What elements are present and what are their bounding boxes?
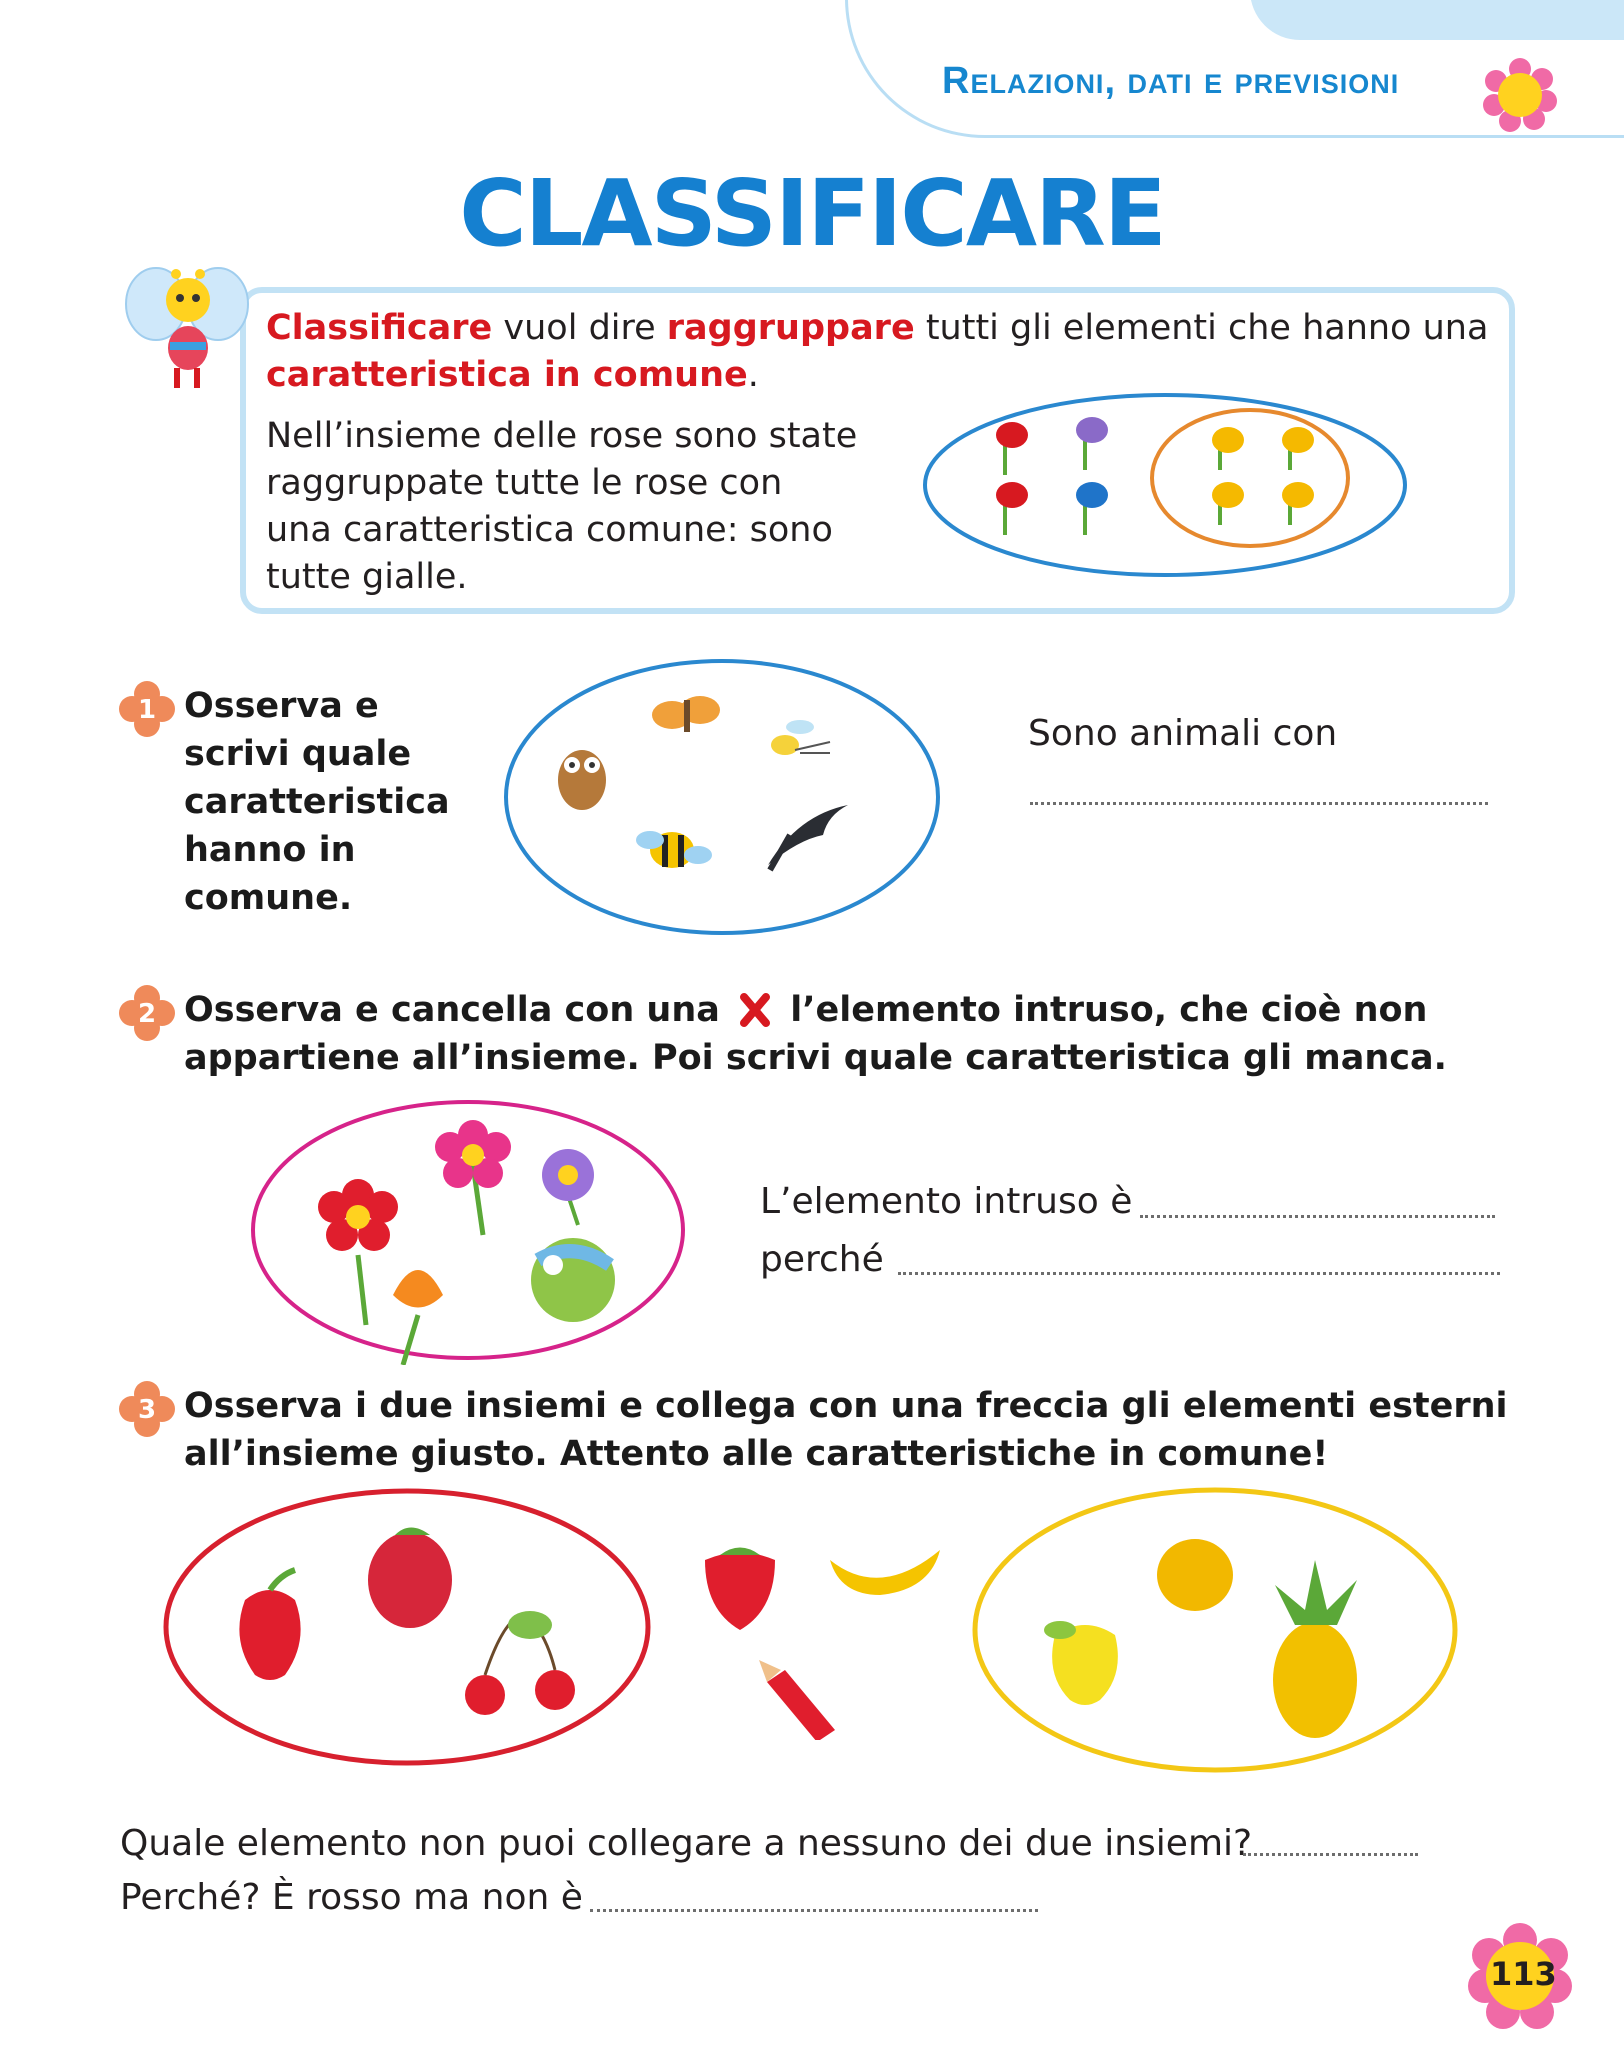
exercise-3-question-1: Quale elemento non puoi collegare a nessuno dei due insiemi? bbox=[120, 1823, 1253, 1864]
flower-set-illustration bbox=[248, 1095, 690, 1365]
term-raggruppare: raggruppare bbox=[666, 308, 915, 348]
raspberry-icon bbox=[368, 1528, 452, 1629]
yellow-rose-icon bbox=[1282, 482, 1314, 525]
red-apple-icon bbox=[239, 1570, 300, 1680]
page-title: CLASSIFICARE bbox=[459, 160, 1165, 267]
exercise-1-badge bbox=[118, 680, 176, 738]
exercise-1-instruction: caratteristica bbox=[184, 782, 450, 822]
exercise-3-badge bbox=[118, 1380, 176, 1438]
example-line: una caratteristica comune: sono bbox=[266, 510, 833, 550]
exercise-3-instruction-line-1: Osserva i due insiemi e collega con una freccia gli elementi esterni bbox=[184, 1386, 1508, 1426]
strawberry-icon bbox=[705, 1548, 775, 1631]
beach-ball-icon bbox=[531, 1238, 615, 1322]
exercise-1-answer-prompt: Sono animali con bbox=[1028, 713, 1338, 754]
bee-icon bbox=[636, 831, 712, 868]
definition-line-2 bbox=[266, 352, 759, 398]
red-flower-icon bbox=[318, 1179, 398, 1325]
purple-aster-icon bbox=[542, 1149, 594, 1225]
exercise-2-answer-1: L’elemento intruso è bbox=[760, 1181, 1133, 1222]
red-fruit-set-illustration bbox=[160, 1485, 655, 1770]
exercise-1-number: 1 bbox=[137, 695, 157, 725]
exercise-2-badge bbox=[118, 984, 176, 1042]
example-line: tutte gialle. bbox=[266, 557, 468, 597]
rose-set-illustration bbox=[920, 390, 1410, 580]
term-caratteristica: caratteristica in comune bbox=[266, 355, 748, 395]
exercise-2-instruction-line-1 bbox=[184, 986, 1427, 1034]
section-title: Relazioni, dati e previsioni bbox=[942, 60, 1400, 102]
red-rose-icon bbox=[996, 482, 1028, 535]
exercise-2-answer-line-1[interactable] bbox=[1140, 1215, 1495, 1218]
pink-flower-icon bbox=[435, 1120, 511, 1235]
blue-rose-icon bbox=[1076, 482, 1108, 535]
red-x-icon bbox=[738, 991, 772, 1029]
definition-text: tutti gli elementi che hanno una bbox=[914, 308, 1489, 348]
red-pencil-icon bbox=[759, 1660, 835, 1740]
exercise-3-answer-line-1[interactable] bbox=[1243, 1853, 1418, 1856]
bee-mascot-icon bbox=[118, 262, 258, 397]
outside-elements-illustration bbox=[690, 1530, 960, 1740]
exercise-1-instruction: Osserva e bbox=[184, 686, 379, 726]
term-classificare: Classificare bbox=[266, 308, 493, 348]
exercise-3-answer-line-2[interactable] bbox=[590, 1909, 1038, 1912]
exercise-2-text: l’elemento intruso, che cioè non bbox=[790, 990, 1428, 1030]
exercise-2-instruction-line-2: appartiene all’insieme. Poi scrivi quale caratteristica gli manca. bbox=[184, 1038, 1447, 1078]
page-number: 113 bbox=[1490, 1955, 1557, 1993]
exercise-3-instruction-line-2: all’insieme giusto. Attento alle caratteristiche in comune! bbox=[184, 1434, 1329, 1474]
cherries-icon bbox=[465, 1611, 575, 1715]
butterfly-icon bbox=[652, 696, 720, 732]
definition-text: vuol dire bbox=[492, 308, 667, 348]
owl-icon bbox=[558, 750, 606, 810]
swallow-icon bbox=[768, 805, 848, 870]
pineapple-icon bbox=[1273, 1560, 1357, 1738]
flower-sun-icon bbox=[1480, 55, 1560, 135]
exercise-2-answer-line-2[interactable] bbox=[898, 1272, 1500, 1275]
exercise-2-answer-2: perché bbox=[760, 1239, 884, 1280]
exercise-1-answer-line[interactable] bbox=[1030, 802, 1488, 805]
example-line: Nell’insieme delle rose sono state bbox=[266, 416, 858, 456]
definition-line-1 bbox=[266, 305, 1488, 351]
mosquito-icon bbox=[771, 720, 830, 755]
example-line: raggruppate tutte le rose con bbox=[266, 463, 783, 503]
exercise-3-number: 3 bbox=[137, 1395, 157, 1425]
exercise-1-instruction: scrivi quale bbox=[184, 734, 412, 774]
exercise-2-text: Osserva e cancella con una bbox=[184, 990, 720, 1030]
exercise-3-question-2: Perché? È rosso ma non è bbox=[120, 1877, 583, 1918]
yellow-fruit-set-illustration bbox=[970, 1485, 1460, 1777]
definition-text: . bbox=[747, 355, 759, 395]
yellow-apple-icon bbox=[1044, 1621, 1118, 1705]
purple-rose-icon bbox=[1076, 417, 1108, 470]
yellow-rose-icon bbox=[1212, 482, 1244, 525]
header-tab bbox=[1250, 0, 1624, 40]
animal-set-illustration bbox=[500, 655, 945, 940]
red-rose-icon bbox=[996, 422, 1028, 475]
exercise-1-instruction: hanno in bbox=[184, 830, 356, 870]
exercise-2-number: 2 bbox=[137, 999, 157, 1029]
lemon-icon bbox=[1157, 1539, 1233, 1611]
banana-icon bbox=[830, 1550, 940, 1595]
yellow-rose-icon bbox=[1212, 427, 1244, 470]
exercise-1-instruction: comune. bbox=[184, 878, 353, 918]
yellow-rose-icon bbox=[1282, 427, 1314, 470]
